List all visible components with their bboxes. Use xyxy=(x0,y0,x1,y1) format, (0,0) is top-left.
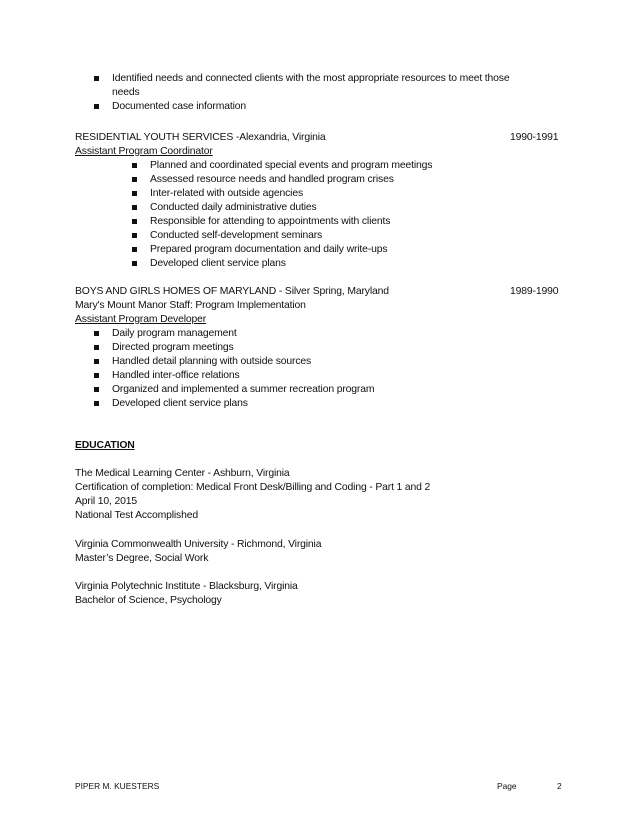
list-item xyxy=(131,201,551,215)
education-line: Bachelor of Science, Psychology xyxy=(75,595,222,606)
education-entry xyxy=(75,467,430,523)
list-item xyxy=(93,355,513,369)
duty-text: Organized and implemented a summer recreation program xyxy=(112,384,375,395)
footer-page-label: Page xyxy=(497,781,517,791)
education-line: April 10, 2015 xyxy=(75,496,138,507)
duty-text: Handled inter-office relations xyxy=(112,370,240,381)
list-item xyxy=(131,215,551,229)
bullet-text: Documented case information xyxy=(112,101,246,112)
duty-text: Daily program management xyxy=(112,328,237,339)
education-line: Virginia Polytechnic Institute - Blacksburg, Virginia xyxy=(75,581,298,592)
list-item xyxy=(93,72,563,100)
list-item xyxy=(131,243,551,257)
bullet-line-2: needs xyxy=(112,87,140,98)
list-item xyxy=(93,341,513,355)
list-item xyxy=(131,257,551,271)
job-subtitle-boys-girls: Mary's Mount Manor Staff: Program Implementation xyxy=(75,300,306,311)
duty-text: Prepared program documentation and daily write-ups xyxy=(150,244,388,255)
list-item xyxy=(93,397,513,411)
education-line: Certification of completion: Medical Front Desk/Billing and Coding - Part 1 and 2 xyxy=(75,482,431,493)
job-org-residential: RESIDENTIAL YOUTH SERVICES -Alexandria, Virginia xyxy=(75,132,326,143)
bullet-line-1: Identified needs and connected clients with the most appropriate resources to meet those xyxy=(112,73,510,84)
duty-text: Handled detail planning with outside sources xyxy=(112,356,312,367)
education-heading: EDUCATION xyxy=(75,440,135,451)
duty-text: Responsible for attending to appointments with clients xyxy=(150,216,391,227)
job-title-boys-girls: Assistant Program Developer xyxy=(75,314,207,325)
duty-text: Developed client service plans xyxy=(150,258,286,269)
list-item xyxy=(93,369,513,383)
list-item xyxy=(131,187,551,201)
duty-text: Directed program meetings xyxy=(112,342,234,353)
education-entry xyxy=(75,538,321,566)
education-line: Master’s Degree, Social Work xyxy=(75,553,209,564)
duty-text: Developed client service plans xyxy=(112,398,248,409)
duties-list-boys-girls xyxy=(93,327,513,411)
list-item xyxy=(131,159,551,173)
list-item xyxy=(93,100,563,114)
education-line: National Test Accomplished xyxy=(75,510,198,521)
education-line: Virginia Commonwealth University - Richmond, Virginia xyxy=(75,539,322,550)
duty-text: Conducted daily administrative duties xyxy=(150,202,317,213)
job-dates-boys-girls: 1989-1990 xyxy=(510,286,559,297)
job-title-residential: Assistant Program Coordinator xyxy=(75,146,213,157)
list-item xyxy=(131,229,551,243)
job-org-boys-girls: BOYS AND GIRLS HOMES OF MARYLAND - Silver Spring, Maryland xyxy=(75,286,389,297)
list-item xyxy=(93,383,513,397)
duty-text: Planned and coordinated special events and program meetings xyxy=(150,160,433,171)
duty-text: Conducted self-development seminars xyxy=(150,230,323,241)
job-dates-residential: 1990-1991 xyxy=(510,132,559,143)
education-entry xyxy=(75,580,298,608)
duty-text: Inter-related with outside agencies xyxy=(150,188,304,199)
list-item xyxy=(131,173,551,187)
list-item xyxy=(93,327,513,341)
footer-page-number: 2 xyxy=(557,781,562,791)
footer-name: PIPER M. KUESTERS xyxy=(75,781,160,791)
duty-text: Assessed resource needs and handled program crises xyxy=(150,174,394,185)
top-bullet-list xyxy=(93,72,563,114)
education-line: The Medical Learning Center - Ashburn, Virginia xyxy=(75,468,290,479)
duties-list-residential xyxy=(131,159,551,271)
